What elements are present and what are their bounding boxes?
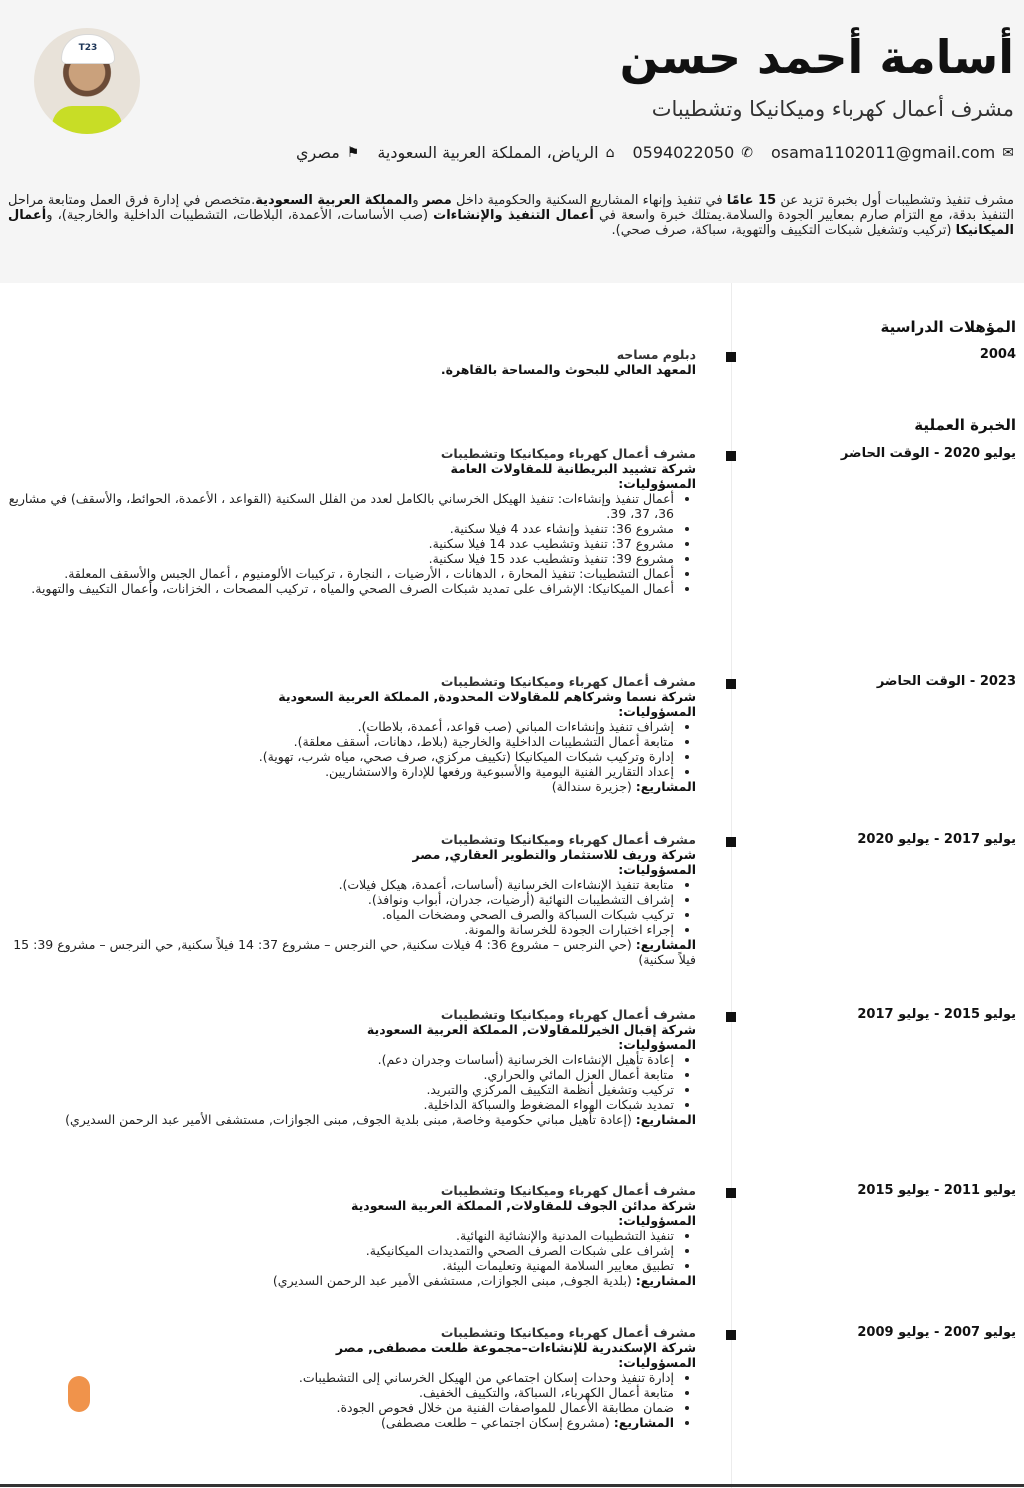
responsibility-item: • تنفيذ التشطيبات المدنية والإنشائية النهائية. — [8, 1228, 674, 1243]
job-bullet — [726, 679, 736, 689]
job-title: مشرف أعمال كهرباء وميكانيكا وتشطيبات — [440, 446, 696, 461]
job-date: يوليو 2007 - يوليو 2009 — [857, 1325, 1016, 1340]
summary-bold-1: 15 عامًا — [726, 193, 777, 208]
email-contact[interactable] — [771, 143, 1014, 162]
projects-line — [8, 1112, 696, 1127]
responsibility-item: • متابعة أعمال الكهرباء، السباكة، والتكييف الخفيف. — [8, 1385, 674, 1400]
person-name: أسامة أحمد حسن — [619, 30, 1014, 84]
nationality-text: مصري — [295, 143, 340, 162]
projects-label: المشاريع: — [635, 779, 696, 794]
responsibilities-label: المسؤوليات: — [618, 1355, 696, 1370]
job-bullet — [726, 1188, 736, 1198]
responsibility-item: • إدارة تنفيذ وحدات إسكان اجتماعي من الهيكل الخرساني إلى التشطيبات. — [8, 1370, 674, 1385]
responsibilities-list — [8, 1370, 696, 1430]
responsibilities-label: المسؤوليات: — [618, 1213, 696, 1228]
hard-hat-icon — [61, 34, 115, 64]
responsibility-item: • متابعة تنفيذ الإنشاءات الخرسانية (أساسات، أعمدة، هيكل فيلات). — [8, 877, 674, 892]
phone-text[interactable]: 0594022050 — [632, 143, 735, 162]
degree-title: دبلوم مساحه — [616, 347, 696, 362]
responsibility-item: • إجراء اختبارات الجودة للخرسانة والمونة. — [8, 922, 674, 937]
job-date: يوليو 2011 - يوليو 2015 — [857, 1183, 1016, 1198]
projects-text: (بلدية الجوف, مبنى الجوازات, مستشفى الأمير عبد الرحمن السديري) — [272, 1273, 632, 1288]
education-date: 2004 — [979, 347, 1016, 362]
education-heading: المؤهلات الدراسية — [880, 318, 1016, 336]
responsibility-item: • تمديد شبكات الهواء المضغوط والسباكة الداخلية. — [8, 1097, 674, 1112]
projects-line — [8, 937, 696, 967]
responsibilities-list — [8, 1228, 696, 1273]
summary-text-2: في تنفيذ وإنهاء المشاريع السكنية والحكومية داخل — [451, 193, 727, 208]
responsibilities-list — [8, 1052, 696, 1112]
projects-text: (جزيرة سندالة) — [551, 779, 632, 794]
responsibility-item: • مشروع 37: تنفيذ وتشطيب عدد 14 فيلا سكنية. — [8, 536, 674, 551]
job-date: يوليو 2020 - الوقت الحاضر — [840, 446, 1016, 461]
summary-text-5: (صب الأساسات، الأعمدة، البلاطات، التشطيبات الداخلية والخارجية)، و — [46, 208, 434, 223]
home-icon: ⌂ — [605, 144, 615, 161]
responsibility-item: • متابعة أعمال التشطيبات الداخلية والخارجية (بلاط، دهانات، أسقف معلقة). — [8, 734, 674, 749]
responsibility-item: • أعمال الميكانيكا: الإشراف على تمديد شبكات الصرف الصحي والمياه ، تركيب المصحات ، الخزانات، وأعمال التكييف والتهوية. — [8, 581, 674, 596]
projects-text: (مشروع إسكان اجتماعي – طلعت مصطفى) — [381, 1415, 610, 1430]
summary-text-1: مشرف تنفيذ وتشطيبات أول بخبرة تزيد عن — [776, 193, 1015, 208]
responsibility-item: • ضمان مطابقة الأعمال للمواصفات الفنية من خلال فحوص الجودة. — [8, 1400, 674, 1415]
projects-label: المشاريع: — [635, 1112, 696, 1127]
projects-text: (حي النرجس – مشروع 36: 4 فيلات سكنية, حي النرجس – مشروع 37: 14 فيلاً سكنية, حي النرجس – مشروع 39: 15 فيلاً سكنية) — [13, 937, 696, 967]
projects-label: المشاريع: — [635, 1273, 696, 1288]
column-divider — [731, 283, 732, 1488]
responsibility-item: • إعداد التقارير الفنية اليومية والأسبوعية ورفعها للإدارة والاستشاريين. — [8, 764, 674, 779]
phone-contact[interactable] — [632, 143, 753, 162]
institute-name: المعهد العالي للبحوث والمساحة بالقاهرة. — [440, 362, 696, 377]
job-title: مشرف أعمال كهرباء وميكانيكا وتشطيبات — [440, 1183, 696, 1198]
summary-text-3: و — [412, 193, 423, 208]
email-text[interactable]: osama1102011@gmail.com — [770, 143, 996, 162]
responsibilities-label: المسؤوليات: — [618, 476, 696, 491]
responsibility-item: • تركيب وتشغيل أنظمة التكييف المركزي والتبريد. — [8, 1082, 674, 1097]
bottom-rule — [0, 1484, 1024, 1487]
responsibility-item: • متابعة أعمال العزل المائي والحراري. — [8, 1067, 674, 1082]
company-name: شركة إقبال الخيرللمقاولات, المملكة العربية السعودية — [366, 1022, 696, 1037]
summary-bold-3: المملكة العربية السعودية — [255, 193, 413, 208]
job-bullet — [726, 1012, 736, 1022]
responsibilities-label: المسؤوليات: — [618, 862, 696, 877]
responsibility-item: • مشروع 39: تنفيذ وتشطيب عدد 15 فيلا سكنية. — [8, 551, 674, 566]
summary-text-6: (تركيب وتشغيل شبكات التكييف والتهوية، سباكة، صرف صحي). — [611, 223, 956, 238]
job-date: 2023 - الوقت الحاضر — [876, 674, 1016, 689]
projects-line — [8, 779, 696, 794]
summary-bold-5: أعمال الميكانيكا — [8, 208, 1014, 238]
company-name: شركة نسما وشركاهم للمقاولات المحدودة, المملكة العربية السعودية — [278, 689, 696, 704]
job-entry — [8, 1183, 696, 1288]
job-title: مشرف أعمال كهرباء وميكانيكا وتشطيبات — [440, 674, 696, 689]
job-date: يوليو 2015 - يوليو 2017 — [857, 1007, 1016, 1022]
company-name: شركة مدائن الجوف للمقاولات, المملكة العربية السعودية — [351, 1198, 696, 1213]
helmet-label: T23 — [78, 43, 98, 53]
job-title: مشرف أعمال كهرباء وميكانيكا وتشطيبات — [440, 1007, 696, 1022]
summary-bold-2: مصر — [422, 193, 452, 208]
projects-label: المشاريع: — [613, 1415, 674, 1430]
company-name: شركة تشييد البريطانية للمقاولات العامة — [450, 461, 696, 476]
responsibility-item: • إدارة وتركيب شبكات الميكانيكا (تكييف مركزي، صرف صحي، مياه شرب، تهوية). — [8, 749, 674, 764]
projects-label: المشاريع: — [635, 937, 696, 952]
responsibilities-list — [8, 877, 696, 937]
responsibility-item: • إشراف على شبكات الصرف الصحي والتمديدات الميكانيكية. — [8, 1243, 674, 1258]
location-contact — [377, 143, 614, 162]
job-subtitle: مشرف أعمال كهرباء وميكانيكا وتشطيبات — [651, 97, 1014, 121]
job-entry — [8, 1007, 696, 1127]
responsibility-item: • إشراف تنفيذ وإنشاءات المباني (صب قواعد، أعمدة، بلاطات). — [8, 719, 674, 734]
job-entry — [8, 674, 696, 794]
responsibility-item: • مشروع 36: تنفيذ وإنشاء عدد 4 فيلا سكنية. — [8, 521, 674, 536]
projects-item — [8, 1415, 674, 1430]
education-entry — [8, 347, 696, 377]
orange-marker — [68, 1376, 90, 1412]
education-bullet — [726, 352, 736, 362]
projects-text: (إعادة تأهيل مباني حكومية وخاصة, مبنى بلدية الجوف, مبنى الجوازات, مستشفى الأمير عبد الرحمن السديري) — [65, 1112, 632, 1127]
responsibilities-label: المسؤوليات: — [618, 1037, 696, 1052]
job-date: يوليو 2017 - يوليو 2020 — [857, 832, 1016, 847]
responsibilities-list — [8, 719, 696, 779]
job-title: مشرف أعمال كهرباء وميكانيكا وتشطيبات — [440, 832, 696, 847]
responsibility-item: • إعادة تأهيل الإنشاءات الخرسانية (أساسات وجدران دعم). — [8, 1052, 674, 1067]
responsibility-item: • تطبيق معايير السلامة المهنية وتعليمات البيئة. — [8, 1258, 674, 1273]
location-text: الرياض، المملكة العربية السعودية — [377, 143, 599, 162]
nationality-contact — [296, 143, 359, 162]
company-name: شركة الإسكندرية للإنشاءات–مجموعة طلعت مصطفى, مصر — [335, 1340, 696, 1355]
job-bullet — [726, 837, 736, 847]
responsibilities-label: المسؤوليات: — [618, 704, 696, 719]
phone-icon: ✆ — [741, 144, 753, 161]
responsibility-item: • أعمال تنفيذ وإنشاءات: تنفيذ الهيكل الخرساني بالكامل لعدد من الفلل السكنية (القواعد ، الأعمدة، الحوائط، والأسقف) في مشاريع 36، 37، 39. — [8, 491, 674, 521]
job-bullet — [726, 451, 736, 461]
profile-summary — [8, 193, 1014, 238]
summary-text-4: .متخصص في إدارة فرق العمل ومتابعة مراحل التنفيذ بدقة، مع التزام صارم بمعايير الجودة والسلامة.يمتلك خبرة واسعة في — [8, 193, 1014, 223]
safety-vest-icon — [52, 106, 122, 134]
responsibilities-list — [8, 491, 696, 596]
experience-heading: الخبرة العملية — [914, 416, 1016, 434]
job-entry — [8, 832, 696, 967]
responsibility-item: • تركيب شبكات السباكة والصرف الصحي ومضخات المياه. — [8, 907, 674, 922]
summary-bold-4: أعمال التنفيذ والإنشاءات — [433, 208, 594, 223]
envelope-icon: ✉ — [1002, 144, 1014, 161]
profile-photo — [34, 28, 140, 134]
contact-row — [296, 143, 1014, 162]
company-name: شركة وريف للاستثمار والتطوير العقاري, مصر — [412, 847, 696, 862]
responsibility-item: • أعمال التشطيبات: تنفيذ المحارة ، الدهانات ، الأرضيات ، النجارة ، تركيبات الألومنيوم ، أعمال الجبس والأسقف المعلقة. — [8, 566, 674, 581]
flag-icon: ⚑ — [346, 144, 360, 161]
job-title: مشرف أعمال كهرباء وميكانيكا وتشطيبات — [440, 1325, 696, 1340]
job-entry — [8, 446, 696, 596]
projects-line — [8, 1273, 696, 1288]
responsibility-item: • إشراف التشطيبات النهائية (أرضيات، جدران، أبواب ونوافذ). — [8, 892, 674, 907]
job-bullet — [726, 1330, 736, 1340]
job-entry — [8, 1325, 696, 1430]
